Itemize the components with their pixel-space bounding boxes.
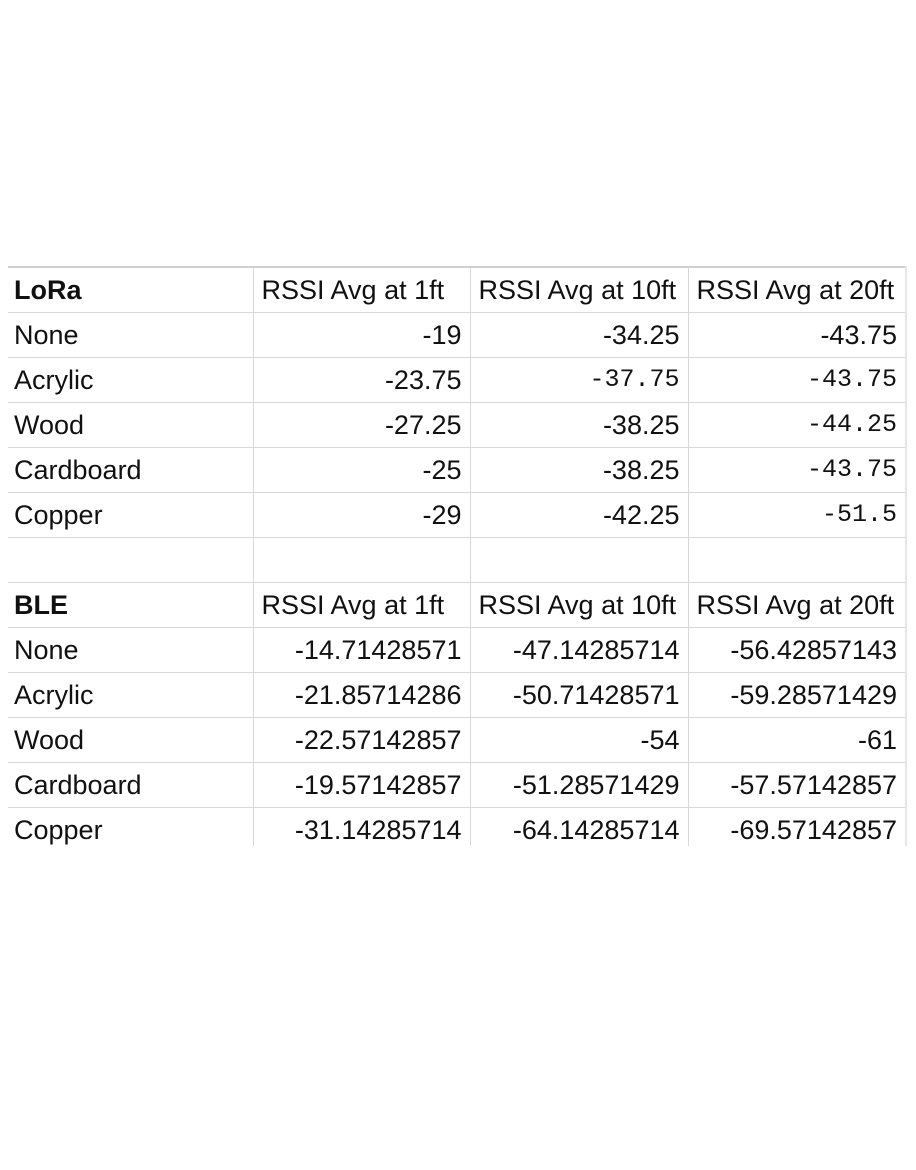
value-cell[interactable]: -25 (253, 448, 470, 493)
empty-cell[interactable] (253, 538, 470, 583)
column-header-cell[interactable]: RSSI Avg at 20ft (688, 267, 906, 313)
material-cell[interactable]: Acrylic (8, 673, 253, 718)
material-cell[interactable]: Cardboard (8, 448, 253, 493)
value-cell[interactable]: -59.28571429 (688, 673, 906, 718)
column-header-cell[interactable]: RSSI Avg at 10ft (470, 583, 688, 628)
value-cell[interactable]: -57.57142857 (688, 763, 906, 808)
value-cell[interactable]: -29 (253, 493, 470, 538)
table-row (8, 808, 906, 847)
material-cell[interactable]: Acrylic (8, 358, 253, 403)
material-cell[interactable]: None (8, 313, 253, 358)
value-cell[interactable]: -23.75 (253, 358, 470, 403)
value-cell[interactable]: -51.28571429 (470, 763, 688, 808)
value-cell[interactable]: -50.71428571 (470, 673, 688, 718)
value-cell[interactable]: -43.75 (688, 448, 906, 493)
empty-cell[interactable] (470, 538, 688, 583)
value-cell[interactable]: -42.25 (470, 493, 688, 538)
table-row (8, 448, 906, 493)
material-cell[interactable]: Copper (8, 493, 253, 538)
spreadsheet-grid (8, 266, 908, 846)
value-cell[interactable]: -37.75 (470, 358, 688, 403)
value-cell[interactable]: -19.57142857 (253, 763, 470, 808)
empty-row (8, 538, 906, 583)
value-cell[interactable]: -31.14285714 (253, 808, 470, 847)
value-cell[interactable]: -51.5 (688, 493, 906, 538)
value-cell[interactable]: -56.42857143 (688, 628, 906, 673)
empty-cell[interactable] (688, 538, 906, 583)
table-title-cell[interactable]: LoRa (8, 267, 253, 313)
table-row (8, 718, 906, 763)
table-row (8, 358, 906, 403)
column-header-cell[interactable]: RSSI Avg at 20ft (688, 583, 906, 628)
value-cell[interactable]: -44.25 (688, 403, 906, 448)
material-cell[interactable]: Copper (8, 808, 253, 847)
table-row (8, 403, 906, 448)
value-cell[interactable]: -47.14285714 (470, 628, 688, 673)
value-cell[interactable]: -14.71428571 (253, 628, 470, 673)
value-cell[interactable]: -43.75 (688, 358, 906, 403)
value-cell[interactable]: -54 (470, 718, 688, 763)
value-cell[interactable]: -38.25 (470, 448, 688, 493)
value-cell[interactable]: -27.25 (253, 403, 470, 448)
value-cell[interactable]: -61 (688, 718, 906, 763)
value-cell[interactable]: -19 (253, 313, 470, 358)
rssi-table (8, 266, 907, 846)
value-cell[interactable]: -38.25 (470, 403, 688, 448)
table-row (8, 763, 906, 808)
material-cell[interactable]: None (8, 628, 253, 673)
material-cell[interactable]: Wood (8, 718, 253, 763)
column-header-cell[interactable]: RSSI Avg at 1ft (253, 583, 470, 628)
value-cell[interactable]: -43.75 (688, 313, 906, 358)
value-cell[interactable]: -22.57142857 (253, 718, 470, 763)
material-cell[interactable]: Wood (8, 403, 253, 448)
value-cell[interactable]: -34.25 (470, 313, 688, 358)
table-header-row (8, 583, 906, 628)
table-row (8, 628, 906, 673)
value-cell[interactable]: -64.14285714 (470, 808, 688, 847)
value-cell[interactable]: -69.57142857 (688, 808, 906, 847)
material-cell[interactable]: Cardboard (8, 763, 253, 808)
table-row (8, 673, 906, 718)
table-row (8, 493, 906, 538)
column-header-cell[interactable]: RSSI Avg at 10ft (470, 267, 688, 313)
grid-body (8, 267, 906, 846)
table-title-cell[interactable]: BLE (8, 583, 253, 628)
value-cell[interactable]: -21.85714286 (253, 673, 470, 718)
empty-cell[interactable] (8, 538, 253, 583)
table-row (8, 313, 906, 358)
table-header-row (8, 267, 906, 313)
column-header-cell[interactable]: RSSI Avg at 1ft (253, 267, 470, 313)
